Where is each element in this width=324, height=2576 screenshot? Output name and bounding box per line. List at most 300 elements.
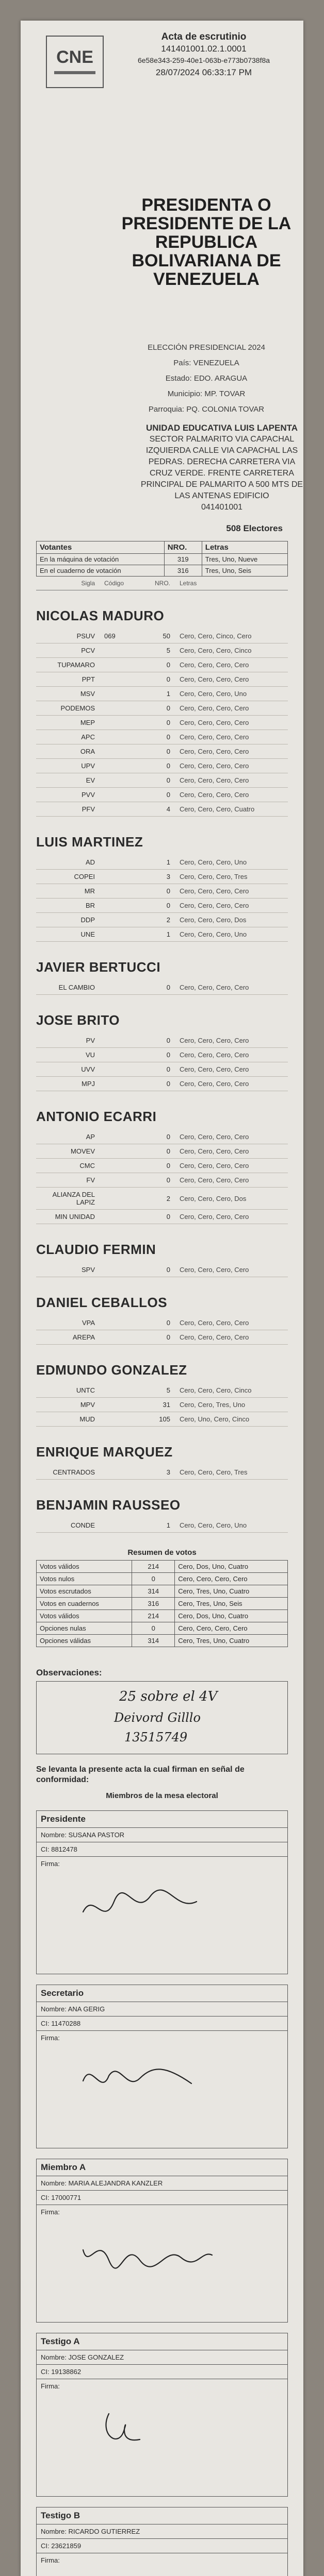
estado: Estado: EDO. ARAGUA bbox=[165, 374, 248, 383]
member-box bbox=[36, 2507, 288, 2576]
cell-code bbox=[102, 1398, 137, 1412]
cell-votes: 1 bbox=[137, 687, 177, 701]
cell-party: APC bbox=[36, 730, 102, 744]
cell-votes: 0 bbox=[137, 773, 177, 788]
member-name: Nombre: MARIA ALEJANDRA KANZLER bbox=[37, 2176, 287, 2191]
cell-party: BR bbox=[36, 899, 102, 913]
cell-words: Cero, Cero, Cero, Cero bbox=[177, 1263, 288, 1277]
member-name: Nombre: SUSANA PASTOR bbox=[37, 1828, 287, 1842]
candidate-name: ANTONIO ECARRI bbox=[36, 1109, 157, 1124]
member-name: Nombre: RICARDO GUTIERREZ bbox=[37, 2524, 287, 2539]
table-row bbox=[36, 788, 288, 802]
cell-words: Cero, Cero, Cero, Cero bbox=[177, 788, 288, 802]
cell-code bbox=[102, 701, 137, 716]
member-ci: CI: 23621859 bbox=[37, 2539, 287, 2553]
table-row bbox=[36, 672, 288, 687]
candidate-table bbox=[36, 1518, 288, 1533]
cell-words: Cero, Cero, Cero, Uno bbox=[177, 855, 288, 870]
firma-label: Firma: bbox=[41, 2556, 60, 2564]
member-role: Testigo A bbox=[37, 2333, 287, 2350]
cell-party: AP bbox=[36, 1130, 102, 1144]
cell-votes: 0 bbox=[137, 1210, 177, 1224]
center-name: UNIDAD EDUCATIVA LUIS LAPENTA bbox=[145, 423, 298, 433]
member-name: Nombre: ANA GERIG bbox=[37, 2002, 287, 2016]
cell-words: Cero, Cero, Cero, Cero bbox=[177, 730, 288, 744]
table-row: En el cuaderno de votación 316 Tres, Uno, Seis bbox=[37, 565, 288, 577]
cell-party: EV bbox=[36, 773, 102, 788]
cell-n: 214 bbox=[132, 1610, 175, 1622]
member-ci: CI: 17000771 bbox=[37, 2191, 287, 2205]
cell-votes: 0 bbox=[137, 730, 177, 744]
cell-n: 314 bbox=[132, 1635, 175, 1647]
cell-code bbox=[102, 1210, 137, 1224]
cell-votes: 0 bbox=[137, 1077, 177, 1091]
cell-words: Cero, Cero, Cero, Uno bbox=[177, 1518, 288, 1533]
table-row bbox=[36, 730, 288, 744]
member-name: Nombre: JOSE GONZALEZ bbox=[37, 2350, 287, 2365]
cell-words: Cero, Cero, Cero, Cinco bbox=[177, 643, 288, 658]
table-row bbox=[36, 1263, 288, 1277]
cell-votes: 0 bbox=[137, 1159, 177, 1173]
table-row bbox=[37, 1598, 288, 1610]
cell-votes: 0 bbox=[137, 899, 177, 913]
cell-words: Cero, Cero, Cero, Cuatro bbox=[177, 802, 288, 817]
cell-code bbox=[102, 927, 137, 942]
table-row bbox=[36, 802, 288, 817]
cell-code bbox=[102, 802, 137, 817]
cell-words: Cero, Cero, Cero, Cero bbox=[177, 899, 288, 913]
candidate-name: JAVIER BERTUCCI bbox=[36, 959, 161, 975]
candidate-table bbox=[36, 1130, 288, 1224]
acta-hash: 6e58e343-259-40e1-063b-e773b0738f8a bbox=[137, 56, 270, 64]
candidate-table bbox=[36, 1383, 288, 1427]
signature-icon bbox=[78, 2403, 233, 2465]
table-row bbox=[36, 1173, 288, 1188]
cell-code bbox=[102, 643, 137, 658]
table-row bbox=[36, 1159, 288, 1173]
signature-icon bbox=[78, 2229, 233, 2291]
voting-center-info bbox=[139, 422, 303, 513]
cell-code bbox=[102, 1188, 137, 1210]
cell-party: PCV bbox=[36, 643, 102, 658]
resumen-table bbox=[36, 1560, 288, 1647]
table-row bbox=[36, 870, 288, 884]
cell-votes: 5 bbox=[137, 643, 177, 658]
cell-code bbox=[102, 788, 137, 802]
cell-words: Cero, Cero, Cero, Cero bbox=[177, 1130, 288, 1144]
cell-party: SPV bbox=[36, 1263, 102, 1277]
cell-words: Cero, Cero, Cero, Cero bbox=[177, 1159, 288, 1173]
cell-code bbox=[102, 744, 137, 759]
cell-words: Cero, Cero, Cero, Cero bbox=[177, 1033, 288, 1048]
members-title: Miembros de la mesa electoral bbox=[106, 1791, 218, 1800]
table-row bbox=[36, 1144, 288, 1159]
table-row bbox=[36, 1048, 288, 1062]
table-row bbox=[36, 1033, 288, 1048]
cell-party: UPV bbox=[36, 759, 102, 773]
table-row bbox=[36, 913, 288, 927]
table-row bbox=[36, 1130, 288, 1144]
cell-code bbox=[102, 870, 137, 884]
table-row bbox=[36, 687, 288, 701]
candidate-table bbox=[36, 1033, 288, 1091]
cell-votes: 1 bbox=[137, 927, 177, 942]
center-address: SECTOR PALMARITO VIA CAPACHAL IZQUIERDA CALLE VIA CAPACHAL LAS PEDRAS. DERECHA CARRETERA VIA CRUZ VERDE. FRENTE CARRETERA PRINCIPAL DE PALMARITO A 500 MTS DE LAS ANTENAS EDIFICIO bbox=[140, 435, 303, 500]
cell-votes: 0 bbox=[137, 744, 177, 759]
cell-party: PVV bbox=[36, 788, 102, 802]
legal-statement: Se levanta la presente acta la cual firman en señal de conformidad: bbox=[36, 1765, 245, 1784]
center-code: 041401001 bbox=[201, 503, 243, 512]
acta-label: Acta de escrutinio bbox=[161, 31, 247, 42]
cell-votes: 0 bbox=[137, 716, 177, 730]
candidate-name: EDMUNDO GONZALEZ bbox=[36, 1362, 187, 1378]
signature-icon bbox=[78, 2055, 233, 2117]
firma-label: Firma: bbox=[41, 2208, 60, 2216]
cell-words: Cero, Dos, Uno, Cuatro bbox=[175, 1561, 288, 1573]
member-ci: CI: 8812478 bbox=[37, 1842, 287, 1857]
member-box bbox=[36, 2159, 288, 2323]
cell-code bbox=[102, 884, 137, 899]
cell-votes: 0 bbox=[137, 1263, 177, 1277]
cell-party: CONDE bbox=[36, 1518, 102, 1533]
cell-party: TUPAMARO bbox=[36, 658, 102, 672]
table-row bbox=[36, 1383, 288, 1398]
cell-votes: 5 bbox=[137, 1383, 177, 1398]
candidate-name: CLAUDIO FERMIN bbox=[36, 1242, 156, 1257]
table-row bbox=[36, 1398, 288, 1412]
member-box bbox=[36, 2333, 288, 2497]
table-row bbox=[36, 1316, 288, 1330]
cell-code: 069 bbox=[102, 629, 137, 643]
signature-area bbox=[37, 1871, 287, 1974]
cell-party: COPEI bbox=[36, 870, 102, 884]
cell-code bbox=[102, 913, 137, 927]
signature-area bbox=[37, 2567, 287, 2576]
cell-party: MPJ bbox=[36, 1077, 102, 1091]
cell-party: PODEMOS bbox=[36, 701, 102, 716]
cell-code bbox=[102, 1263, 137, 1277]
cell-label: Opciones válidas bbox=[37, 1635, 132, 1647]
cell-party: PFV bbox=[36, 802, 102, 817]
table-row bbox=[36, 643, 288, 658]
cell-votes: 2 bbox=[137, 913, 177, 927]
cell-n: 314 bbox=[132, 1585, 175, 1598]
cell-code bbox=[102, 1518, 137, 1533]
cell-code bbox=[102, 1412, 137, 1427]
cell-code bbox=[102, 1159, 137, 1173]
table-row bbox=[36, 884, 288, 899]
observaciones-label: Observaciones: bbox=[36, 1668, 102, 1677]
cell-votes: 0 bbox=[137, 1144, 177, 1159]
cell-words: Cero, Cero, Cero, Tres bbox=[177, 870, 288, 884]
cell-code bbox=[102, 1144, 137, 1159]
table-row bbox=[36, 1465, 288, 1480]
cell-party: AD bbox=[36, 855, 102, 870]
cell-label: Votos nulos bbox=[37, 1573, 132, 1585]
cell-words: Cero, Cero, Cero, Cero bbox=[177, 980, 288, 995]
firma-label: Firma: bbox=[41, 1860, 60, 1868]
cell-words: Cero, Cero, Cero, Dos bbox=[177, 1188, 288, 1210]
cell-label: Votos en cuadernos bbox=[37, 1598, 132, 1610]
table-row bbox=[36, 1210, 288, 1224]
cell-party: FV bbox=[36, 1173, 102, 1188]
table-row bbox=[36, 855, 288, 870]
acta-title: PRESIDENTA O PRESIDENTE DE LA REPUBLICA BOLIVARIANA DE VENEZUELA bbox=[121, 195, 291, 289]
election-name: ELECCIÓN PRESIDENCIAL 2024 bbox=[148, 343, 265, 352]
cell-code bbox=[102, 687, 137, 701]
candidate-table bbox=[36, 855, 288, 942]
cell-party: PV bbox=[36, 1033, 102, 1048]
cell-votes: 0 bbox=[137, 1316, 177, 1330]
candidate-table bbox=[36, 1316, 288, 1345]
cell-party: MPV bbox=[36, 1398, 102, 1412]
cell-code bbox=[102, 716, 137, 730]
cell-words: Cero, Cero, Cero, Cero bbox=[177, 744, 288, 759]
cell-party: MR bbox=[36, 884, 102, 899]
table-row bbox=[36, 927, 288, 942]
letras-header: Letras bbox=[202, 541, 287, 554]
cell-words: Cero, Cero, Cero, Cero bbox=[177, 1330, 288, 1345]
cell-code bbox=[102, 1316, 137, 1330]
cell-votes: 0 bbox=[137, 658, 177, 672]
cell-n: 0 bbox=[132, 1573, 175, 1585]
candidate-table bbox=[36, 629, 288, 817]
cell-words: Cero, Cero, Cero, Cero bbox=[175, 1622, 288, 1635]
member-box bbox=[36, 1985, 288, 2148]
table-row bbox=[36, 1330, 288, 1345]
table-row bbox=[37, 1561, 288, 1573]
cell-words: Cero, Cero, Cero, Cinco bbox=[177, 1383, 288, 1398]
votantes-header: Votantes bbox=[37, 541, 165, 554]
cell-votes: 50 bbox=[137, 629, 177, 643]
table-row bbox=[36, 899, 288, 913]
table-row bbox=[36, 701, 288, 716]
cell-votes: 1 bbox=[137, 1518, 177, 1533]
cell-votes: 0 bbox=[137, 788, 177, 802]
member-ci: CI: 19138862 bbox=[37, 2365, 287, 2379]
candidate-table bbox=[36, 980, 288, 995]
cell-votes: 0 bbox=[137, 1048, 177, 1062]
cell-votes: 3 bbox=[137, 870, 177, 884]
cell-words: Cero, Tres, Uno, Seis bbox=[175, 1598, 288, 1610]
candidate-name: JOSE BRITO bbox=[36, 1012, 120, 1028]
cell-n: 214 bbox=[132, 1561, 175, 1573]
cell-words: Cero, Cero, Cinco, Cero bbox=[177, 629, 288, 643]
firma-label: Firma: bbox=[41, 2034, 60, 2042]
cell-words: Cero, Cero, Cero, Cero bbox=[177, 1077, 288, 1091]
table-row: En la máquina de votación 319 Tres, Uno, Nueve bbox=[37, 554, 288, 565]
cell-party: ORA bbox=[36, 744, 102, 759]
cell-party: VPA bbox=[36, 1316, 102, 1330]
cell-words: Cero, Tres, Uno, Cuatro bbox=[175, 1585, 288, 1598]
table-row bbox=[37, 1622, 288, 1635]
cell-votes: 1 bbox=[137, 855, 177, 870]
cell-party: VU bbox=[36, 1048, 102, 1062]
cell-words: Cero, Cero, Cero, Uno bbox=[177, 687, 288, 701]
observaciones-line: 13515749 bbox=[124, 1730, 188, 1744]
cell-words: Cero, Cero, Cero, Cero bbox=[177, 759, 288, 773]
cell-words: Cero, Tres, Uno, Cuatro bbox=[175, 1635, 288, 1647]
table-row bbox=[36, 658, 288, 672]
cell-votes: 105 bbox=[137, 1412, 177, 1427]
svg-text:CNE: CNE bbox=[56, 47, 93, 67]
candidates-list bbox=[36, 608, 288, 1533]
cell-votes: 0 bbox=[137, 1130, 177, 1144]
cell-code bbox=[102, 1173, 137, 1188]
table-row bbox=[36, 773, 288, 788]
acta-header bbox=[36, 31, 291, 422]
firma-label: Firma: bbox=[41, 2382, 60, 2390]
cell-code bbox=[102, 1465, 137, 1480]
cell-label: Votos válidos bbox=[37, 1561, 132, 1573]
cell-words: Cero, Cero, Cero, Cero bbox=[177, 701, 288, 716]
cell-votes: 0 bbox=[137, 672, 177, 687]
cell-party: MIN UNIDAD bbox=[36, 1210, 102, 1224]
cell-words: Cero, Uno, Cero, Cinco bbox=[177, 1412, 288, 1427]
cell-code bbox=[102, 1330, 137, 1345]
cell-code bbox=[102, 730, 137, 744]
cell-code bbox=[102, 658, 137, 672]
table-row bbox=[37, 1635, 288, 1647]
cell-label: Votos escrutados bbox=[37, 1585, 132, 1598]
candidate-name: LUIS MARTINEZ bbox=[36, 834, 143, 850]
cell-code bbox=[102, 1130, 137, 1144]
cell-votes: 0 bbox=[137, 1330, 177, 1345]
table-row bbox=[37, 1573, 288, 1585]
cell-votes: 3 bbox=[137, 1465, 177, 1480]
cell-votes: 0 bbox=[137, 1033, 177, 1048]
member-role: Presidente bbox=[37, 1811, 287, 1828]
table-row bbox=[36, 744, 288, 759]
cell-code bbox=[102, 773, 137, 788]
table-row bbox=[36, 1077, 288, 1091]
cell-party: ALIANZA DEL LAPIZ bbox=[36, 1188, 102, 1210]
cell-words: Cero, Cero, Cero, Cero bbox=[177, 658, 288, 672]
signature-area bbox=[37, 2219, 287, 2322]
candidate-name: BENJAMIN RAUSSEO bbox=[36, 1497, 181, 1513]
municipio: Municipio: MP. TOVAR bbox=[167, 389, 246, 398]
cell-party: CMC bbox=[36, 1159, 102, 1173]
candidate-name: ENRIQUE MARQUEZ bbox=[36, 1444, 173, 1460]
cell-votes: 31 bbox=[137, 1398, 177, 1412]
cell-code bbox=[102, 899, 137, 913]
cell-label: Votos válidos bbox=[37, 1610, 132, 1622]
table-row bbox=[37, 1585, 288, 1598]
cell-party: UNE bbox=[36, 927, 102, 942]
observaciones-line: Deivord Gilllo bbox=[114, 1710, 201, 1725]
cell-n: 0 bbox=[132, 1622, 175, 1635]
signature-area bbox=[37, 2393, 287, 2496]
cell-code bbox=[102, 759, 137, 773]
cell-label: Opciones nulas bbox=[37, 1622, 132, 1635]
cell-party: DDP bbox=[36, 913, 102, 927]
signature-area bbox=[37, 2045, 287, 2148]
cell-party: UVV bbox=[36, 1062, 102, 1077]
electores-count: 508 Electores bbox=[226, 523, 283, 533]
cell-words: Cero, Cero, Cero, Cero bbox=[175, 1573, 288, 1585]
candidate-name: NICOLAS MADURO bbox=[36, 608, 165, 623]
cell-votes: 0 bbox=[137, 1173, 177, 1188]
cne-logo-icon bbox=[41, 31, 108, 93]
cell-votes: 2 bbox=[137, 1188, 177, 1210]
cell-words: Cero, Cero, Cero, Tres bbox=[177, 1465, 288, 1480]
cell-party: MOVEV bbox=[36, 1144, 102, 1159]
cell-words: Cero, Cero, Tres, Uno bbox=[177, 1398, 288, 1412]
cell-code bbox=[102, 980, 137, 995]
parroquia: Parroquia: PQ. COLONIA TOVAR bbox=[148, 405, 265, 414]
cell-code bbox=[102, 1062, 137, 1077]
member-box bbox=[36, 1810, 288, 1974]
cell-words: Cero, Cero, Cero, Cero bbox=[177, 716, 288, 730]
cell-words: Cero, Cero, Cero, Cero bbox=[177, 884, 288, 899]
members-list bbox=[36, 1810, 288, 2576]
table-row bbox=[36, 629, 288, 643]
table-row bbox=[36, 759, 288, 773]
member-ci: CI: 11470288 bbox=[37, 2016, 287, 2031]
cell-words: Cero, Cero, Cero, Cero bbox=[177, 1316, 288, 1330]
votantes-table bbox=[36, 541, 288, 577]
signature-icon bbox=[78, 1881, 233, 1943]
observaciones-line: 25 sobre el 4V bbox=[119, 1689, 218, 1704]
table-row bbox=[36, 980, 288, 995]
acta-datetime: 28/07/2024 06:33:17 PM bbox=[155, 67, 252, 77]
cell-words: Cero, Cero, Cero, Uno bbox=[177, 927, 288, 942]
cell-votes: 0 bbox=[137, 759, 177, 773]
candidate-name: DANIEL CEBALLOS bbox=[36, 1295, 168, 1310]
cell-party: CENTRADOS bbox=[36, 1465, 102, 1480]
cell-n: 316 bbox=[132, 1598, 175, 1610]
cell-party: PPT bbox=[36, 672, 102, 687]
table-row bbox=[36, 1062, 288, 1077]
cell-votes: 0 bbox=[137, 980, 177, 995]
cell-words: Cero, Cero, Cero, Cero bbox=[177, 1144, 288, 1159]
cell-votes: 0 bbox=[137, 1062, 177, 1077]
cell-party: AREPA bbox=[36, 1330, 102, 1345]
cell-code bbox=[102, 1033, 137, 1048]
resumen-title: Resumen de votos bbox=[127, 1548, 197, 1557]
member-role: Testigo B bbox=[37, 2507, 287, 2524]
acta-document bbox=[21, 21, 303, 2576]
cell-words: Cero, Cero, Cero, Dos bbox=[177, 913, 288, 927]
nro-header: NRO. bbox=[164, 541, 202, 554]
cell-words: Cero, Cero, Cero, Cero bbox=[177, 672, 288, 687]
cell-code bbox=[102, 1077, 137, 1091]
cell-code bbox=[102, 855, 137, 870]
cell-words: Cero, Cero, Cero, Cero bbox=[177, 1048, 288, 1062]
cell-words: Cero, Cero, Cero, Cero bbox=[177, 1210, 288, 1224]
cell-votes: 0 bbox=[137, 884, 177, 899]
cell-party: MUD bbox=[36, 1412, 102, 1427]
cell-votes: 0 bbox=[137, 701, 177, 716]
candidate-table bbox=[36, 1263, 288, 1277]
cell-words: Cero, Cero, Cero, Cero bbox=[177, 1062, 288, 1077]
table-row bbox=[36, 716, 288, 730]
cell-party: PSUV bbox=[36, 629, 102, 643]
cell-code bbox=[102, 672, 137, 687]
acta-code: 141401001.02.1.0001 bbox=[161, 44, 247, 54]
table-row bbox=[36, 1188, 288, 1210]
cell-words: Cero, Cero, Cero, Cero bbox=[177, 773, 288, 788]
cell-party: UNTC bbox=[36, 1383, 102, 1398]
pais: País: VENEZUELA bbox=[173, 359, 239, 367]
cell-words: Cero, Dos, Uno, Cuatro bbox=[175, 1610, 288, 1622]
table-row bbox=[36, 1412, 288, 1427]
member-role: Secretario bbox=[37, 1985, 287, 2002]
cell-party: MEP bbox=[36, 716, 102, 730]
member-role: Miembro A bbox=[37, 2159, 287, 2176]
candidate-table bbox=[36, 1465, 288, 1480]
observaciones-box bbox=[36, 1681, 288, 1754]
